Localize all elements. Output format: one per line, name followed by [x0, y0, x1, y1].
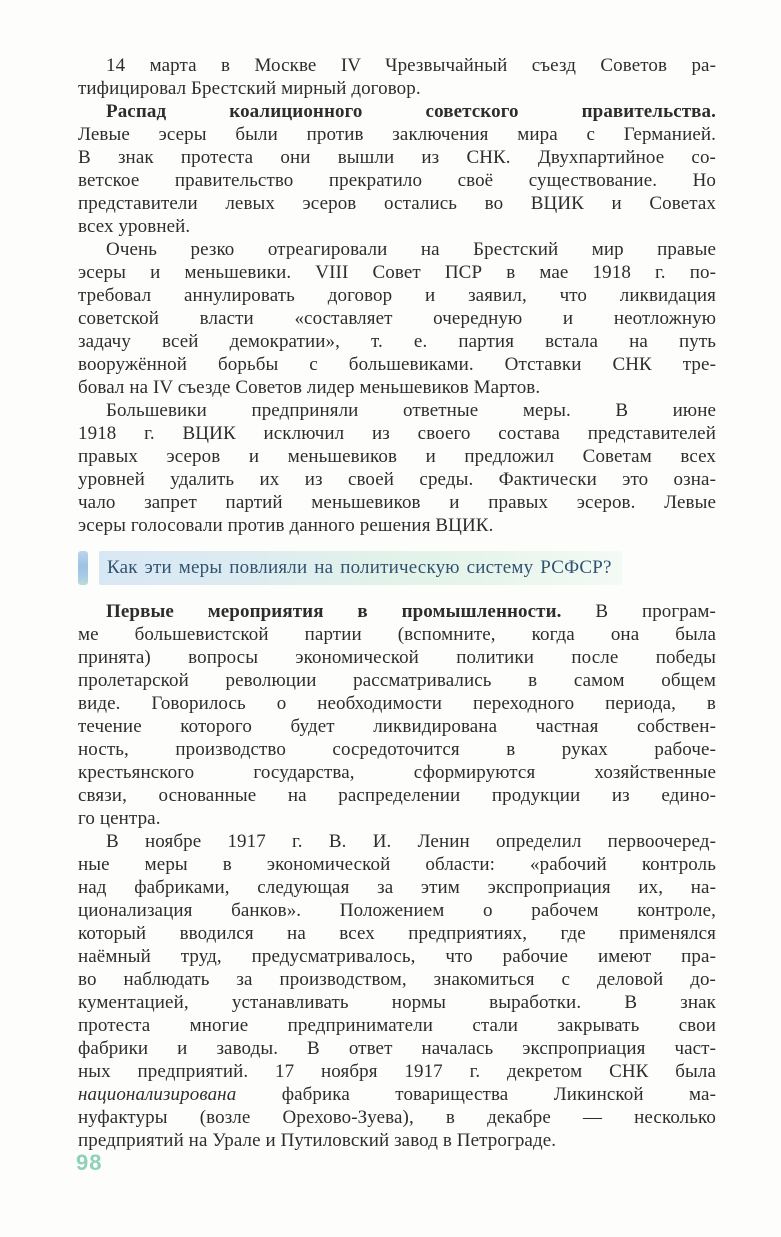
text-line: [78, 1060, 716, 1083]
text-segment: представители левых эсеров остались во ВЦИК и Советах: [78, 193, 716, 214]
text-segment: В програм-: [561, 601, 716, 622]
paragraph: [78, 54, 716, 100]
text-segment: советской власти «составляет очередную и неотложную: [78, 308, 716, 329]
text-segment: крестьянского государства, сформируются хозяйственные: [78, 762, 716, 783]
paragraph: [78, 830, 716, 1152]
text-segment: принята) вопросы экономической политики после победы: [78, 647, 716, 668]
text-segment: нуфактуры (возле Орехово-Зуева), в декабре — несколько: [78, 1107, 716, 1128]
text-segment: 14 марта в Москве IV Чрезвычайный съезд Советов ра-: [106, 55, 716, 76]
text-line: [78, 192, 716, 215]
text-line: [78, 307, 716, 330]
text-segment: 1918 г. ВЦИК исключил из своего состава представителей: [78, 423, 716, 444]
text-segment: чало запрет партий меньшевиков и правых эсеров. Левые: [78, 492, 716, 513]
question-marker-bar-icon: [78, 551, 88, 585]
text-line: [78, 692, 716, 715]
text-line: [78, 422, 716, 445]
text-line: [78, 330, 716, 353]
text-line: [78, 353, 716, 376]
text-line: [78, 77, 716, 100]
text-segment: кументацией, устанавливать нормы выработки. В знак: [78, 992, 716, 1013]
text-line: [78, 945, 716, 968]
text-segment: фабрики и заводы. В ответ началась экспроприация част-: [78, 1038, 716, 1059]
paragraph: [78, 238, 716, 399]
text-segment: протеста многие предприниматели стали закрывать свои: [78, 1015, 716, 1036]
text-segment: пролетарской революции рассматривались в самом общем: [78, 670, 716, 691]
text-line: [78, 669, 716, 692]
text-line: [78, 54, 716, 77]
text-line: [78, 761, 716, 784]
text-line: [78, 623, 716, 646]
text-line: [78, 399, 716, 422]
text-segment: В знак протеста они вышли из СНК. Двухпартийное со-: [78, 147, 716, 168]
paragraph: [78, 100, 716, 238]
text-line: [78, 784, 716, 807]
text-segment: Большевики предприняли ответные меры. В июне: [106, 400, 716, 421]
text-segment: эсеры и меньшевики. VIII Совет ПСР в мае 1918 г. по-: [78, 262, 716, 283]
text-line: [78, 715, 716, 738]
question-block: [78, 551, 716, 585]
italic-run: национализирована: [78, 1084, 237, 1105]
text-line: [78, 738, 716, 761]
text-segment: В ноябре 1917 г. В. И. Ленин определил первоочеред-: [106, 831, 716, 852]
text-segment: задачу всей демократии», т. е. партия встала на путь: [78, 331, 716, 352]
text-line: [78, 376, 716, 399]
text-segment: который вводился на всех предприятиях, где применялся: [78, 923, 716, 944]
bold-run: Первые мероприятия в промышленности.: [106, 601, 562, 622]
text-segment: всех уровней.: [78, 216, 191, 237]
text-line: [78, 100, 716, 123]
text-segment: ме большевистской партии (вспомните, когда она была: [78, 624, 716, 645]
text-column: [78, 54, 716, 1152]
text-line: [78, 146, 716, 169]
text-line: [78, 1037, 716, 1060]
question-text: Как эти меры повлияли на политическую систему РСФСР?: [99, 551, 622, 585]
text-segment: фабрика товарищества Ликинской ма-: [236, 1084, 716, 1105]
text-line: [78, 922, 716, 945]
text-line: [78, 169, 716, 192]
text-line: [78, 468, 716, 491]
text-line: [78, 491, 716, 514]
paragraph: [78, 600, 716, 830]
text-line: [78, 445, 716, 468]
text-line: [78, 807, 716, 830]
text-segment: связи, основанные на распределении продукции из едино-: [78, 785, 716, 806]
text-segment: Левые эсеры были против заключения мира с Германией.: [78, 124, 716, 145]
text-segment: ность, производство сосредоточится в руках рабоче-: [78, 739, 716, 760]
paragraph: [78, 399, 716, 537]
text-line: [78, 238, 716, 261]
text-segment: тифицировал Брестский мирный договор.: [78, 78, 421, 99]
text-segment: уровней удалить их из своей среды. Фактически это озна-: [78, 469, 716, 490]
text-segment: ветское правительство прекратило своё существование. Но: [78, 170, 716, 191]
text-segment: ционализация банков». Положением о рабочем контроле,: [78, 900, 716, 921]
text-segment: над фабриками, следующая за этим экспроприация их, на-: [78, 877, 716, 898]
text-segment: виде. Говорилось о необходимости переходного периода, в: [78, 693, 716, 714]
text-line: [78, 1083, 716, 1106]
text-line: [78, 1014, 716, 1037]
page-number: 98: [76, 1150, 103, 1175]
text-line: [78, 1129, 716, 1152]
text-line: [78, 514, 716, 537]
text-segment: Очень резко отреагировали на Брестский мир правые: [106, 239, 716, 260]
text-segment: во наблюдать за производством, знакомиться с деловой до-: [78, 969, 716, 990]
text-line: [78, 1106, 716, 1129]
text-line: [78, 899, 716, 922]
text-line: [78, 600, 716, 623]
text-segment: наёмный труд, предусматривалось, что рабочие имеют пра-: [78, 946, 716, 967]
text-line: [78, 123, 716, 146]
text-line: [78, 261, 716, 284]
text-line: [78, 284, 716, 307]
text-segment: бовал на IV съезде Советов лидер меньшевиков Мартов.: [78, 377, 541, 398]
text-segment: эсеры голосовали против данного решения ВЦИК.: [78, 515, 494, 536]
text-segment: предприятий на Урале и Путиловский завод в Петрограде.: [78, 1130, 557, 1151]
text-segment: ных предприятий. 17 ноября 1917 г. декретом СНК была: [78, 1061, 716, 1082]
text-line: [78, 968, 716, 991]
text-line: [78, 830, 716, 853]
text-segment: правых эсеров и меньшевиков и предложил Советам всех: [78, 446, 716, 467]
text-segment: го центра.: [78, 808, 161, 829]
text-segment: требовал аннулировать договор и заявил, что ликвидация: [78, 285, 716, 306]
text-segment: вооружённой борьбы с большевиками. Отставки СНК тре-: [78, 354, 716, 375]
text-segment: ные меры в экономической области: «рабочий контроль: [78, 854, 716, 875]
text-line: [78, 215, 716, 238]
text-line: [78, 853, 716, 876]
text-segment: течение которого будет ликвидирована частная собствен-: [78, 716, 716, 737]
text-line: [78, 646, 716, 669]
text-line: [78, 991, 716, 1014]
bold-run: Распад коалиционного советского правительства.: [106, 101, 716, 122]
text-line: [78, 876, 716, 899]
